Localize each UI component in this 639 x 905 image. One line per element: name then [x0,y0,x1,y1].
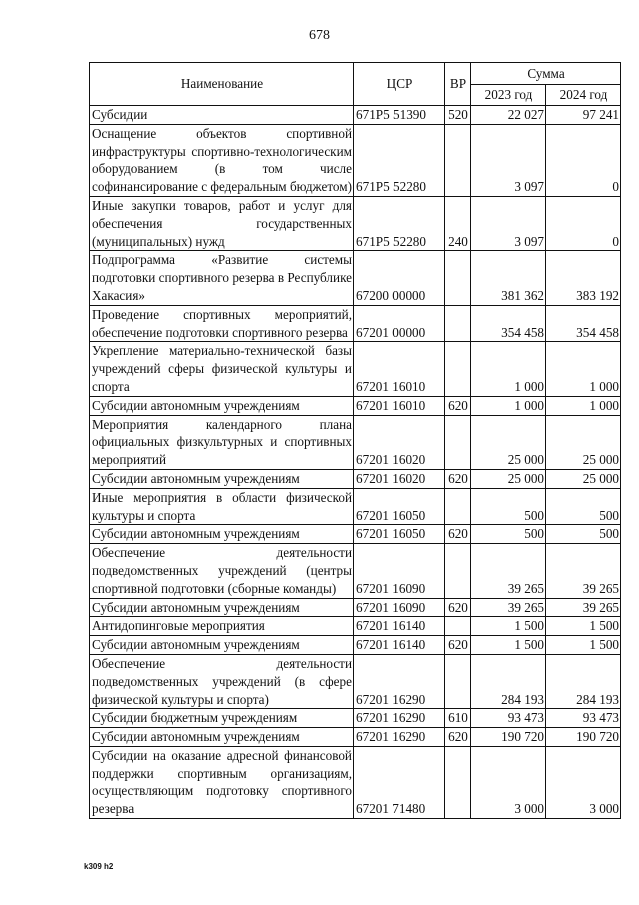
row-vr [445,251,471,305]
row-vr [445,544,471,598]
row-csr: 67201 16140 [354,636,445,655]
header-year-2023: 2023 год [471,85,546,106]
row-name: Субсидии автономным учреждениям [90,636,354,655]
row-sum-2023: 1 000 [471,342,546,396]
table-row [90,598,621,617]
row-sum-2024: 383 192 [546,251,621,305]
row-vr: 620 [445,396,471,415]
row-vr: 620 [445,636,471,655]
row-sum-2024: 1 500 [546,617,621,636]
row-vr [445,415,471,469]
table-row [90,746,621,818]
row-sum-2023: 500 [471,488,546,525]
row-sum-2023: 1 500 [471,617,546,636]
row-name: Субсидии [90,106,354,125]
row-vr: 240 [445,196,471,250]
row-name: Субсидии автономным учреждениям [90,469,354,488]
row-name: Мероприятия календарного плана официальных физкультурных и спортивных мероприятий [90,415,354,469]
row-name: Обеспечение деятельности подведомственных учреждений (центры спортивной подготовки (сборные команды) [90,544,354,598]
row-csr: 67201 00000 [354,305,445,342]
row-csr: 67201 71480 [354,746,445,818]
row-sum-2024: 1 000 [546,342,621,396]
row-sum-2023: 3 000 [471,746,546,818]
header-year-2024: 2024 год [546,85,621,106]
row-sum-2024: 0 [546,196,621,250]
row-name: Субсидии автономным учреждениям [90,396,354,415]
row-name: Оснащение объектов спортивной инфраструктуры спортивно-технологическим оборудованием (в том числе софинансирование с федеральным бюджетом) [90,124,354,196]
row-csr: 67201 16290 [354,654,445,708]
table-row [90,305,621,342]
row-csr: 67201 16290 [354,728,445,747]
row-sum-2023: 39 265 [471,598,546,617]
budget-table [89,62,621,819]
row-vr: 610 [445,709,471,728]
row-sum-2024: 1 500 [546,636,621,655]
table-row [90,251,621,305]
row-csr: 671P5 52280 [354,196,445,250]
row-sum-2024: 354 458 [546,305,621,342]
table-row [90,525,621,544]
header-name: Наименование [90,63,354,106]
row-sum-2023: 3 097 [471,124,546,196]
row-name: Субсидии автономным учреждениям [90,525,354,544]
row-sum-2024: 93 473 [546,709,621,728]
table-row [90,396,621,415]
row-csr: 671P5 51390 [354,106,445,125]
row-csr: 67201 16140 [354,617,445,636]
row-sum-2023: 500 [471,525,546,544]
row-sum-2023: 25 000 [471,415,546,469]
row-sum-2023: 25 000 [471,469,546,488]
row-name: Подпрограмма «Развитие системы подготовки спортивного резерва в Республике Хакасия» [90,251,354,305]
table-row [90,544,621,598]
table-row [90,636,621,655]
row-vr [445,654,471,708]
row-name: Обеспечение деятельности подведомственных учреждений (в сфере физической культуры и спорта) [90,654,354,708]
table-row [90,617,621,636]
header-csr: ЦСР [354,63,445,106]
row-sum-2024: 284 193 [546,654,621,708]
table-row [90,709,621,728]
row-csr: 67201 16090 [354,544,445,598]
row-sum-2024: 190 720 [546,728,621,747]
row-vr [445,124,471,196]
table-row [90,342,621,396]
row-vr [445,746,471,818]
row-csr: 67201 16020 [354,469,445,488]
row-vr [445,617,471,636]
row-name: Иные закупки товаров, работ и услуг для обеспечения государственных (муниципальных) нужд [90,196,354,250]
row-csr: 67200 00000 [354,251,445,305]
row-vr [445,342,471,396]
row-sum-2024: 97 241 [546,106,621,125]
row-sum-2023: 1 000 [471,396,546,415]
header-sum: Сумма [471,63,621,85]
row-name: Проведение спортивных мероприятий, обеспечение подготовки спортивного резерва [90,305,354,342]
row-sum-2024: 0 [546,124,621,196]
row-name: Субсидии на оказание адресной финансовой поддержки спортивным организациям, осуществляющим подготовку спортивного резерва [90,746,354,818]
row-name: Антидопинговые мероприятия [90,617,354,636]
row-csr: 67201 16050 [354,525,445,544]
row-sum-2023: 39 265 [471,544,546,598]
table-row [90,124,621,196]
row-csr: 67201 16010 [354,342,445,396]
row-name: Субсидии бюджетным учреждениям [90,709,354,728]
header-vr: ВР [445,63,471,106]
row-vr: 620 [445,469,471,488]
table-row [90,654,621,708]
row-sum-2023: 354 458 [471,305,546,342]
row-vr: 620 [445,525,471,544]
row-vr: 520 [445,106,471,125]
row-sum-2023: 284 193 [471,654,546,708]
row-sum-2023: 1 500 [471,636,546,655]
row-sum-2024: 39 265 [546,544,621,598]
row-csr: 67201 16010 [354,396,445,415]
table-row [90,106,621,125]
table-row [90,196,621,250]
row-sum-2024: 500 [546,488,621,525]
row-sum-2024: 39 265 [546,598,621,617]
row-sum-2023: 22 027 [471,106,546,125]
row-csr: 671P5 52280 [354,124,445,196]
header-row [90,63,621,85]
row-sum-2024: 1 000 [546,396,621,415]
row-vr [445,305,471,342]
footer-code: k309 h2 [84,862,114,871]
table-row [90,415,621,469]
page-number: 678 [309,28,330,43]
row-name: Укрепление материально-технической базы учреждений сферы физической культуры и спорта [90,342,354,396]
row-sum-2023: 93 473 [471,709,546,728]
row-csr: 67201 16050 [354,488,445,525]
row-csr: 67201 16090 [354,598,445,617]
row-name: Иные мероприятия в области физической культуры и спорта [90,488,354,525]
row-vr: 620 [445,728,471,747]
row-sum-2024: 25 000 [546,469,621,488]
row-sum-2023: 381 362 [471,251,546,305]
row-csr: 67201 16290 [354,709,445,728]
row-sum-2024: 3 000 [546,746,621,818]
table-row [90,488,621,525]
row-sum-2024: 500 [546,525,621,544]
row-vr [445,488,471,525]
row-name: Субсидии автономным учреждениям [90,728,354,747]
table-row [90,728,621,747]
table-body [90,106,621,819]
row-vr: 620 [445,598,471,617]
row-sum-2024: 25 000 [546,415,621,469]
table-row [90,469,621,488]
row-csr: 67201 16020 [354,415,445,469]
row-sum-2023: 190 720 [471,728,546,747]
row-name: Субсидии автономным учреждениям [90,598,354,617]
row-sum-2023: 3 097 [471,196,546,250]
